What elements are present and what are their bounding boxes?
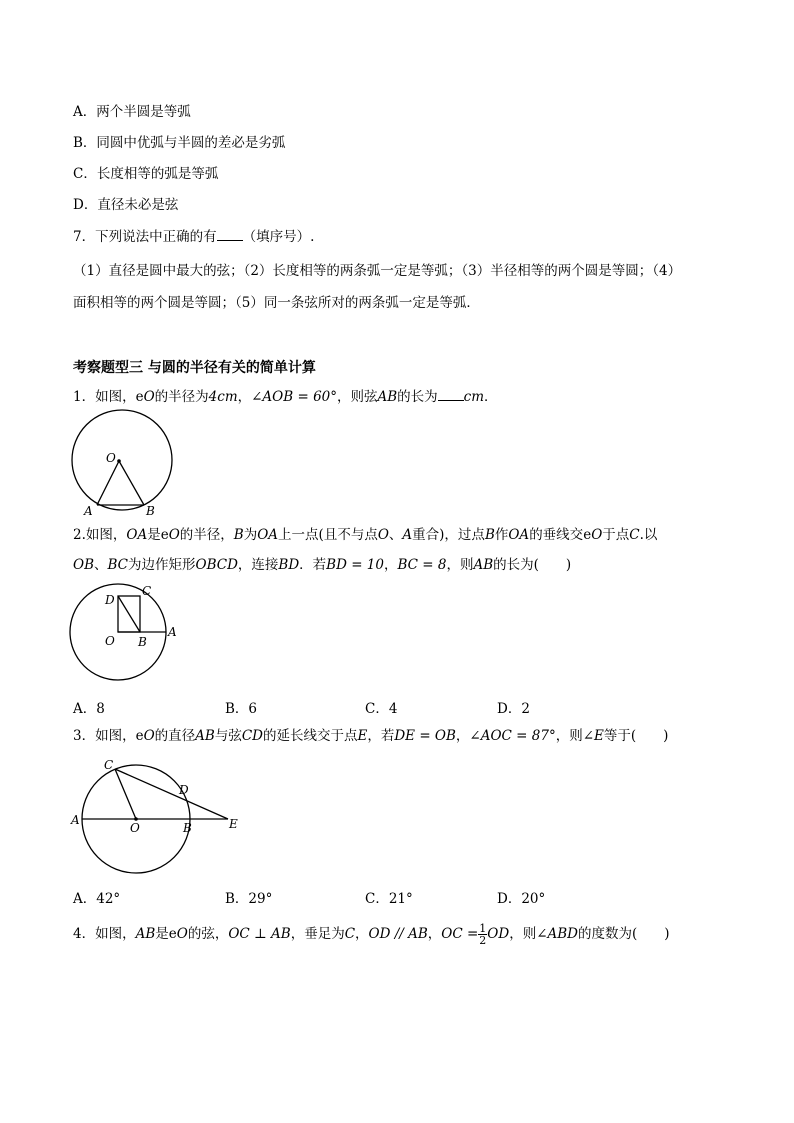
- label-b: B: [138, 635, 147, 649]
- q2-var: B: [233, 527, 244, 543]
- q4-var: C: [344, 926, 356, 942]
- label-a: A: [71, 813, 80, 827]
- q2-option-b: B．6: [225, 701, 258, 717]
- circle-symbol: e: [160, 527, 169, 543]
- q3-var: AB: [195, 728, 215, 744]
- q2-var: BC: [107, 557, 129, 573]
- q4-var: O: [176, 926, 188, 942]
- circle-symbol: e: [135, 389, 144, 405]
- q2-var: BD: [278, 557, 300, 573]
- question-3: [73, 727, 668, 745]
- q4-var: OD: [487, 926, 510, 942]
- q3-var: DE = OB: [394, 728, 456, 744]
- q2-text: 于点: [602, 527, 630, 543]
- q3-var: ∠AOC = 87°: [469, 728, 556, 744]
- question-1: 1．如图，eO的半径为4cm，∠AOB = 60°，则弦AB的长为 cm．: [73, 389, 498, 405]
- q2-option-a: A．8: [73, 701, 105, 717]
- q4-text: 的度数为( ): [578, 926, 670, 942]
- option-c-prev: C．长度相等的弧是等弧: [73, 166, 219, 182]
- q2-text: 、: [388, 527, 403, 543]
- answer-blank: [438, 388, 464, 401]
- segment-ob: [119, 461, 144, 505]
- question-2-line1: [73, 526, 657, 544]
- question-7: [73, 228, 314, 246]
- q2-var: BD = 10: [326, 557, 384, 573]
- question-4: [73, 923, 670, 946]
- q2-text: ，: [384, 557, 398, 573]
- q3-var: ∠E: [582, 728, 604, 744]
- answer-blank: [217, 228, 243, 241]
- q1-end: ．: [484, 389, 498, 405]
- q2-var: OA: [257, 527, 279, 543]
- q3-text: ，则: [555, 728, 583, 744]
- label-c: C: [142, 584, 152, 598]
- q2-text: ，连接: [237, 557, 279, 573]
- q2-var: OBCD: [195, 557, 238, 573]
- q3-var: E: [357, 728, 368, 744]
- q4-text: ，则: [509, 926, 537, 942]
- q7-text: 7．下列说法中正确的有: [73, 229, 217, 245]
- q2-var: OB: [73, 557, 94, 573]
- q2-text: 上一点(且不与点: [278, 527, 378, 543]
- label-a: A: [168, 625, 177, 639]
- q4-text: 是: [155, 926, 169, 942]
- q4-var: ∠ABD: [536, 926, 579, 942]
- q7-line2: 面积相等的两个圆是等圆；（5）同一条弦所对的两条弧一定是等弧．: [73, 295, 480, 311]
- q4-text: 4．如图，: [73, 926, 136, 942]
- q2-option-c: C．4: [365, 701, 398, 717]
- q1-mid2: ，则弦: [337, 389, 378, 405]
- label-b: B: [146, 504, 155, 518]
- q2-text: ．若: [299, 557, 327, 573]
- q3-option-d: D．20°: [497, 891, 546, 907]
- q2-var: AB: [473, 557, 494, 573]
- q4-text: 的弦，: [187, 926, 229, 942]
- section-title: 考察题型三 与圆的半径有关的简单计算: [73, 360, 316, 376]
- q3-text: 3．如图，: [73, 728, 136, 744]
- label-a: A: [84, 504, 93, 518]
- circle-o: [72, 410, 172, 510]
- q7-suffix: （填序号）.: [242, 229, 315, 245]
- q2-text: 重合)，过点: [412, 527, 485, 543]
- q3-text: 的延长线交于点: [263, 728, 358, 744]
- q2-var: OA: [126, 527, 148, 543]
- q2-var: O: [377, 527, 389, 543]
- q1-prefix: 1．如图，: [73, 389, 136, 405]
- circle-symbol: e: [583, 527, 592, 543]
- q2-var: BC = 8: [397, 557, 447, 573]
- label-o: O: [106, 451, 116, 465]
- q3-option-b: B．29°: [225, 891, 273, 907]
- q1-mid3: 的长为: [397, 389, 438, 405]
- q1-mid1: 的半径为: [154, 389, 209, 405]
- segment-oa: [97, 461, 119, 505]
- q1-angle: ∠AOB = 60°: [251, 389, 337, 405]
- q4-var: OC =: [441, 926, 479, 942]
- q2-var: O: [591, 527, 603, 543]
- q3-text: 等于( ): [603, 728, 669, 744]
- q4-var: AB: [135, 926, 156, 942]
- figure-1: [68, 408, 178, 518]
- q2-var: OA: [508, 527, 530, 543]
- q2-text: 2.如图，: [73, 527, 127, 543]
- circle-symbol: e: [168, 926, 177, 942]
- q4-text: ，垂足为: [290, 926, 345, 942]
- option-b-prev: B．同圆中优弧与半圆的差必是劣弧: [73, 135, 286, 151]
- q3-var: CD: [241, 728, 263, 744]
- fraction-numerator: 1: [479, 922, 487, 935]
- q2-var: O: [168, 527, 180, 543]
- label-b: B: [183, 821, 192, 835]
- q2-text: 为: [243, 527, 258, 543]
- circle-symbol: e: [135, 728, 144, 744]
- q3-var: O: [143, 728, 155, 744]
- q2-text: 的垂线交: [529, 527, 584, 543]
- q1-ab: AB: [377, 389, 398, 405]
- q2-text: 为边作矩形: [128, 557, 196, 573]
- center-point: [117, 459, 121, 463]
- label-e: E: [229, 817, 238, 831]
- q3-text: ，: [455, 728, 470, 744]
- label-d: D: [105, 593, 115, 607]
- q2-var: C: [629, 527, 640, 543]
- q3-text: 的直径: [154, 728, 196, 744]
- segment-bd: [118, 596, 140, 632]
- question-2-line2: [73, 556, 571, 574]
- q1-unit: cm: [463, 389, 485, 405]
- figure-3: [68, 757, 248, 877]
- line-ce: [115, 769, 228, 819]
- q3-option-a: A．42°: [73, 891, 121, 907]
- q4-text: ，: [355, 926, 369, 942]
- label-c: C: [104, 758, 114, 772]
- q3-text: ，若: [367, 728, 395, 744]
- q2-text: 、: [94, 557, 108, 573]
- q1-radius: 4cm: [208, 389, 238, 405]
- option-d-prev: D．直径未必是弦: [73, 197, 179, 213]
- option-a-prev: A．两个半圆是等弧: [73, 104, 191, 120]
- q2-option-d: D．2: [497, 701, 530, 717]
- q4-var: OD // AB: [368, 926, 428, 942]
- q3-text: 与弦: [214, 728, 242, 744]
- label-o: O: [105, 634, 115, 648]
- q2-text: 是: [147, 527, 161, 543]
- label-o: O: [130, 821, 140, 835]
- q2-text: 的长为( ): [493, 557, 572, 573]
- q1-o: O: [143, 389, 155, 405]
- q2-text: 作: [494, 527, 509, 543]
- q2-text: .以: [639, 527, 658, 543]
- q2-var: B: [484, 527, 495, 543]
- q4-var: OC ⊥ AB: [228, 926, 291, 942]
- fraction-denominator: 2: [479, 934, 487, 947]
- q7-line1: （1）直径是圆中最大的弦；（2）长度相等的两条弧一定是等弧；（3）半径相等的两个圆是等圆；（4）: [73, 263, 682, 279]
- q2-text: ，则: [446, 557, 474, 573]
- q2-var: A: [402, 527, 413, 543]
- q4-text: ，: [427, 926, 442, 942]
- q2-text: 的半径，: [179, 527, 234, 543]
- q3-option-c: C．21°: [365, 891, 413, 907]
- fraction-half: [478, 923, 487, 946]
- label-d: D: [179, 783, 189, 797]
- figure-2: [68, 580, 188, 680]
